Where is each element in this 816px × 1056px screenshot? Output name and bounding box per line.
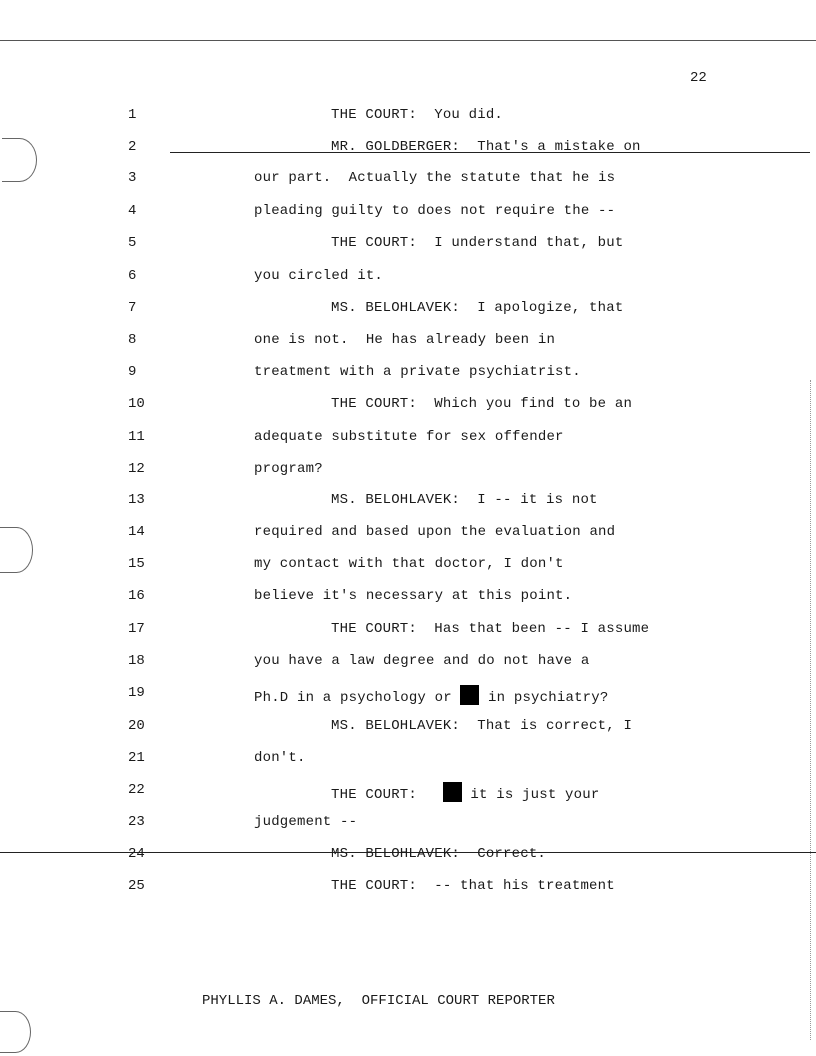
- line-number: 2: [128, 139, 137, 155]
- line-text: you circled it.: [254, 268, 384, 284]
- transcript-line: [254, 685, 608, 706]
- line-text: required and based upon the evaluation and: [254, 524, 616, 540]
- line-number: 24: [128, 846, 145, 862]
- line-text: MS. BELOHLAVEK: I apologize, that: [331, 300, 624, 316]
- redaction-box: [460, 685, 479, 705]
- transcript-line: [331, 718, 632, 734]
- transcript-line: [331, 492, 598, 508]
- line-number: 20: [128, 718, 145, 734]
- line-number: 25: [128, 878, 145, 894]
- transcript-line: [331, 300, 623, 316]
- line-text: THE COURT: -- that his treatment: [331, 878, 615, 894]
- transcript-line: [331, 396, 632, 412]
- line-number: 9: [128, 364, 137, 380]
- line-text: believe it's necessary at this point.: [254, 588, 573, 604]
- line-number: 10: [128, 396, 145, 412]
- line-text: THE COURT: I understand that, but: [331, 235, 624, 251]
- line-text: MR. GOLDBERGER: That's a mistake on: [331, 139, 641, 155]
- line-number: 16: [128, 588, 145, 604]
- line-text: don't.: [254, 750, 306, 766]
- transcript-line: [331, 878, 615, 894]
- page-footer: PHYLLIS A. DAMES, OFFICIAL COURT REPORTER: [202, 993, 555, 1009]
- transcript-line: [254, 268, 383, 284]
- line-number: 15: [128, 556, 145, 572]
- line-number: 17: [128, 621, 145, 637]
- line-number: 21: [128, 750, 145, 766]
- line-text-continued: it is just your: [461, 787, 600, 803]
- line-text: Ph.D in a psychology or: [254, 690, 452, 706]
- transcript-line: [254, 814, 357, 830]
- line-text: THE COURT: You did.: [331, 107, 504, 123]
- transcript-line: [254, 653, 589, 669]
- line-number: 22: [128, 782, 145, 798]
- transcript-line: [254, 588, 572, 604]
- line-text-continued: in psychiatry?: [479, 690, 609, 706]
- line-number: 12: [128, 461, 145, 477]
- line-number: 1: [128, 107, 137, 123]
- transcript-line: [254, 203, 615, 219]
- line-text: adequate substitute for sex offender: [254, 429, 564, 445]
- line-text: MS. BELOHLAVEK: Correct.: [331, 846, 547, 862]
- line-number: 3: [128, 170, 137, 186]
- line-text: MS. BELOHLAVEK: I -- it is not: [331, 492, 598, 508]
- line-number: 18: [128, 653, 145, 669]
- line-number: 23: [128, 814, 145, 830]
- transcript-line: [331, 139, 641, 155]
- line-text: THE COURT:: [331, 787, 435, 803]
- line-text: one is not. He has already been in: [254, 332, 556, 348]
- transcript-line: [254, 364, 581, 380]
- line-text: our part. Actually the statute that he is: [254, 170, 616, 186]
- line-text: THE COURT: Which you find to be an: [331, 396, 633, 412]
- line-number: 6: [128, 268, 137, 284]
- line-number: 19: [128, 685, 145, 701]
- transcript-line: [254, 750, 306, 766]
- page-number: 22: [690, 70, 707, 86]
- punch-hole-bottom: [0, 1011, 31, 1053]
- line-number: 13: [128, 492, 145, 508]
- right-edge-mark: [810, 380, 811, 1040]
- line-number: 4: [128, 203, 137, 219]
- transcript-line: [331, 846, 546, 862]
- line-number: 7: [128, 300, 137, 316]
- line-text: treatment with a private psychiatrist.: [254, 364, 581, 380]
- top-rule: [0, 40, 816, 41]
- transcript-line: [331, 107, 503, 123]
- redaction-box: [443, 782, 462, 802]
- line-number: 5: [128, 235, 137, 251]
- line-number: 14: [128, 524, 145, 540]
- line-text: judgement --: [254, 814, 358, 830]
- transcript-line: [254, 461, 323, 477]
- line-number: 11: [128, 429, 145, 445]
- transcript-line: [331, 235, 623, 251]
- punch-hole-top: [2, 138, 37, 182]
- transcript-line: [254, 524, 615, 540]
- line-text: MS. BELOHLAVEK: That is correct, I: [331, 718, 633, 734]
- transcript-line: [331, 621, 649, 637]
- line-text: my contact with that doctor, I don't: [254, 556, 564, 572]
- line-text: you have a law degree and do not have a: [254, 653, 590, 669]
- line-text: THE COURT: Has that been -- I assume: [331, 621, 650, 637]
- punch-hole-middle: [0, 527, 33, 573]
- transcript-line: [254, 556, 564, 572]
- line-text: program?: [254, 461, 323, 477]
- line-text: pleading guilty to does not require the --: [254, 203, 616, 219]
- line-number: 8: [128, 332, 137, 348]
- transcript-line: [254, 170, 615, 186]
- transcript-line: [254, 429, 564, 445]
- transcript-line: [254, 332, 555, 348]
- transcript-line: [331, 782, 599, 803]
